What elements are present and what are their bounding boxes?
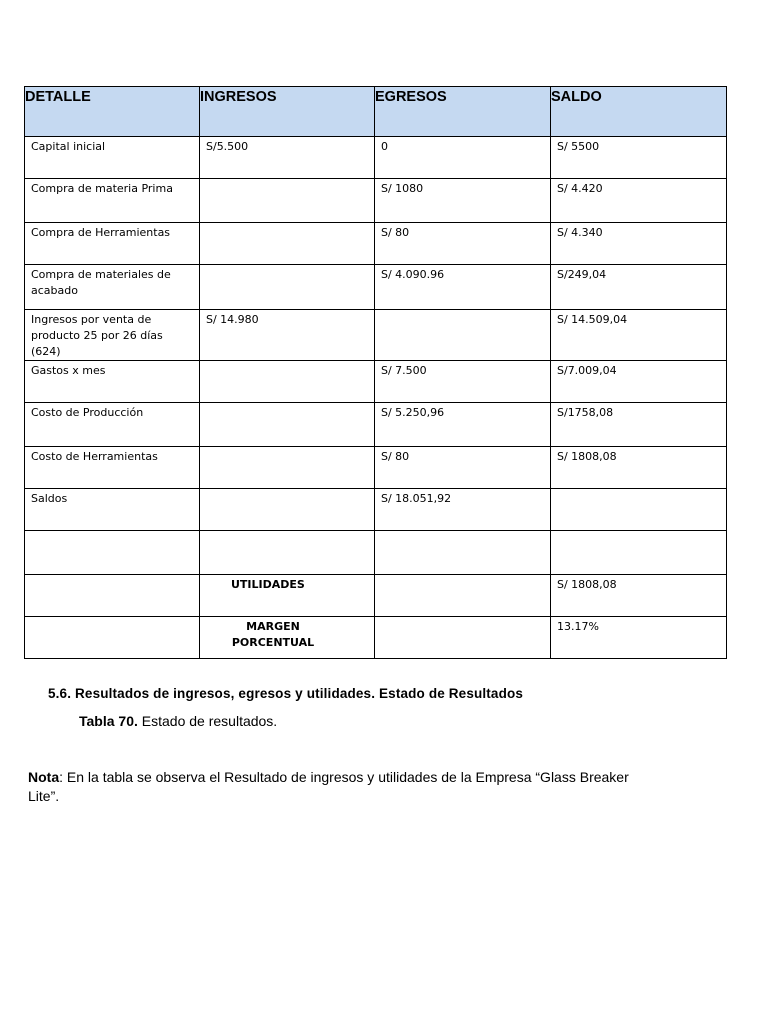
table-row — [25, 137, 727, 179]
cell-egresos: 0 — [375, 137, 551, 179]
header-egresos: EGRESOS — [375, 87, 551, 137]
note-text: : En la tabla se observa el Resultado de ingresos y utilidades de la Empresa “Glass Breaker Lite”. — [28, 769, 629, 804]
cell-ingresos — [200, 361, 375, 403]
table-row — [25, 361, 727, 403]
cell-detalle: Saldos — [25, 489, 200, 531]
cell-saldo: S/7.009,04 — [551, 361, 727, 403]
cell-egresos: S/ 7.500 — [375, 361, 551, 403]
header-ingresos: INGRESOS — [200, 87, 375, 137]
header-saldo: SALDO — [551, 87, 727, 137]
table-row — [25, 223, 727, 265]
cell-ingresos: S/5.500 — [200, 137, 375, 179]
cell-saldo: S/249,04 — [551, 265, 727, 310]
cell-detalle: Compra de materia Prima — [25, 179, 200, 223]
table-row — [25, 489, 727, 531]
caption-text: Estado de resultados. — [137, 713, 278, 729]
cell-ingresos — [200, 531, 375, 575]
note-paragraph — [28, 768, 648, 806]
margen-label — [200, 617, 375, 659]
cell-ingresos — [200, 489, 375, 531]
table-row — [25, 531, 727, 575]
margen-label-line1: MARGEN — [246, 620, 300, 633]
cell-saldo: S/ 5500 — [551, 137, 727, 179]
cell-egresos: S/ 1080 — [375, 179, 551, 223]
table-row — [25, 403, 727, 447]
cell-egresos — [375, 531, 551, 575]
cell-egresos: S/ 4.090.96 — [375, 265, 551, 310]
utilidades-row — [25, 575, 727, 617]
cell-saldo — [551, 531, 727, 575]
table-caption — [79, 713, 277, 729]
margen-row — [25, 617, 727, 659]
cell-ingresos — [200, 447, 375, 489]
cell-empty — [25, 617, 200, 659]
cell-ingresos: S/ 14.980 — [200, 310, 375, 361]
cell-detalle: Ingresos por venta de producto 25 por 26 días (624) — [25, 310, 200, 361]
table-row — [25, 310, 727, 361]
header-detalle: DETALLE — [25, 87, 200, 137]
cell-detalle: Compra de Herramientas — [25, 223, 200, 265]
cell-detalle: Capital inicial — [25, 137, 200, 179]
utilidades-label: UTILIDADES — [200, 575, 375, 617]
cell-ingresos — [200, 403, 375, 447]
cell-empty — [375, 617, 551, 659]
note-label: Nota — [28, 769, 60, 785]
cell-egresos: S/ 18.051,92 — [375, 489, 551, 531]
cell-egresos: S/ 5.250,96 — [375, 403, 551, 447]
results-table — [24, 86, 727, 659]
cell-egresos: S/ 80 — [375, 223, 551, 265]
cell-empty — [25, 575, 200, 617]
caption-label: Tabla 70. — [79, 713, 138, 729]
section-title: 5.6. Resultados de ingresos, egresos y utilidades. Estado de Resultados — [48, 686, 524, 701]
cell-saldo — [551, 489, 727, 531]
cell-saldo: S/ 1808,08 — [551, 447, 727, 489]
table-row — [25, 447, 727, 489]
cell-ingresos — [200, 265, 375, 310]
cell-detalle: Costo de Producción — [25, 403, 200, 447]
margen-value: 13.17% — [551, 617, 727, 659]
cell-detalle: Costo de Herramientas — [25, 447, 200, 489]
utilidades-value: S/ 1808,08 — [551, 575, 727, 617]
table-header-row — [25, 87, 727, 137]
cell-saldo: S/1758,08 — [551, 403, 727, 447]
cell-detalle: Gastos x mes — [25, 361, 200, 403]
cell-detalle — [25, 531, 200, 575]
cell-ingresos — [200, 223, 375, 265]
cell-detalle: Compra de materiales de acabado — [25, 265, 200, 310]
margen-label-line2: PORCENTUAL — [231, 636, 315, 649]
cell-saldo: S/ 4.340 — [551, 223, 727, 265]
cell-egresos: S/ 80 — [375, 447, 551, 489]
cell-egresos — [375, 310, 551, 361]
cell-ingresos — [200, 179, 375, 223]
cell-empty — [375, 575, 551, 617]
table-row — [25, 265, 727, 310]
cell-saldo: S/ 14.509,04 — [551, 310, 727, 361]
table-row — [25, 179, 727, 223]
cell-saldo: S/ 4.420 — [551, 179, 727, 223]
